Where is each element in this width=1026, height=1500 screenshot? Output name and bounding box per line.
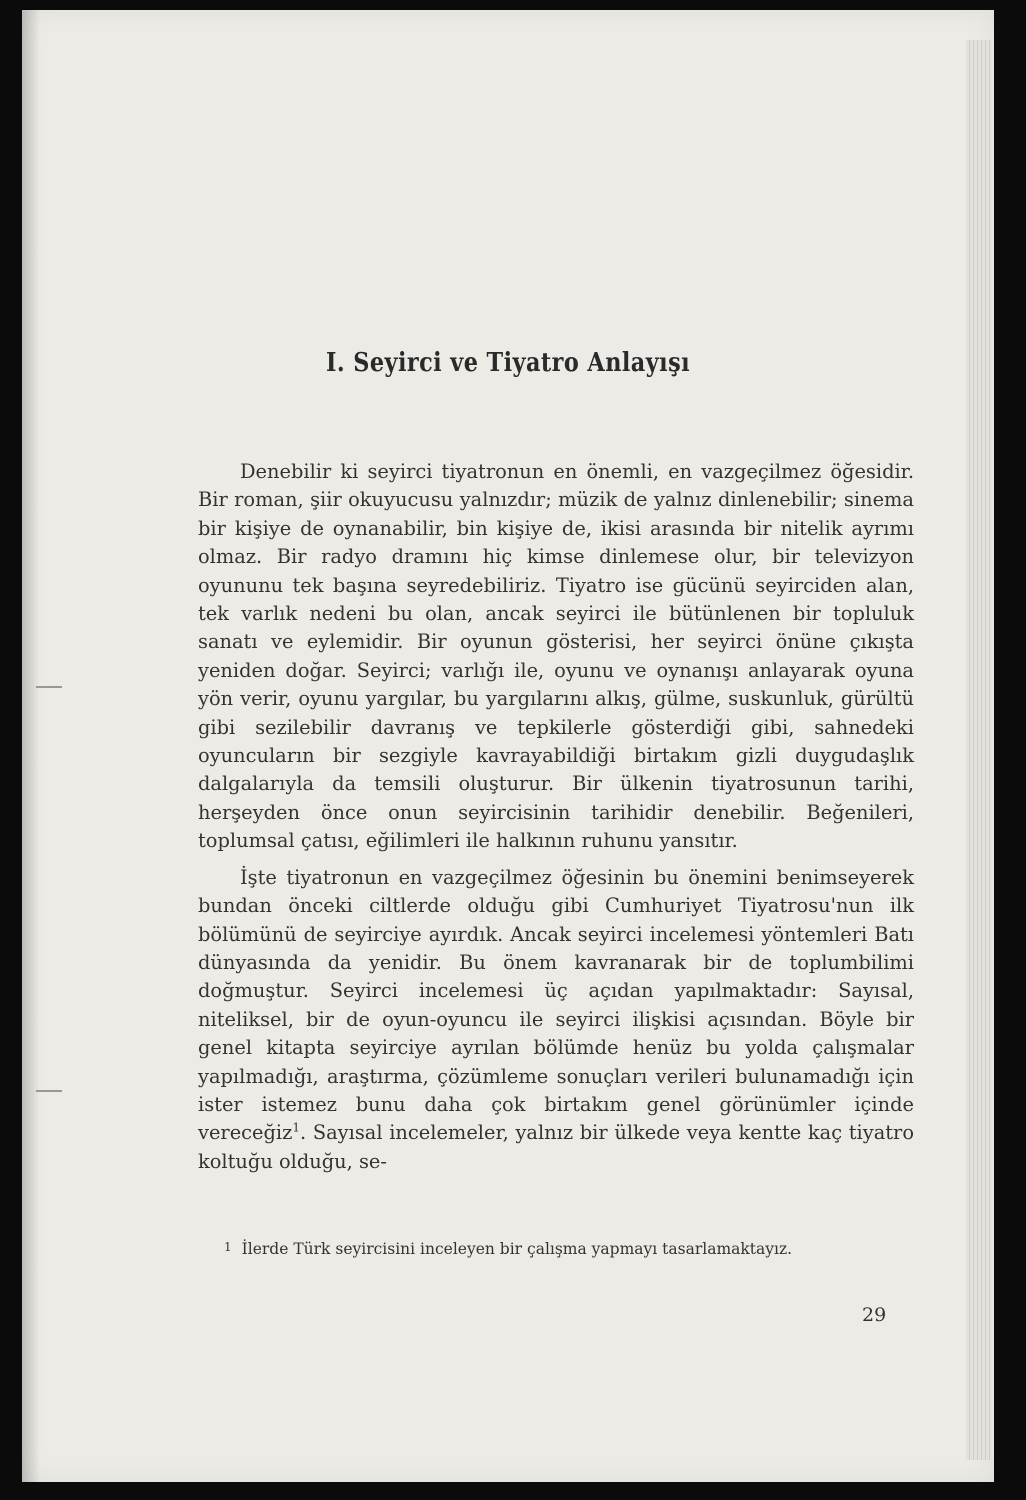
paragraph-1: Denebilir ki seyirci tiyatronun en önemli, en vazgeçilmez öğesidir. Bir roman, şiir okuyucusu yalnızdır; müzik de yalnız dinlenebilir; sinema bir kişiye de oynanabilir, bin kişiye de, ikisi arasında bir nitelik ayrımı olmaz. Bir radyo dramını hiç kimse dinlemese olur, bir televizyon oyununu tek başına seyredebiliriz. Tiyatro ise gücünü seyirciden alan, tek varlık nedeni bu olan, ancak seyirci ile bütünlenen bir topluluk sanatı ve eylemidir. Bir oyunun gösterisi, her seyirci önüne çıkışta yeniden doğar. Seyirci; varlığı ile, oyunu ve oynanışı anlayarak oyuna yön verir, oyunu yargılar, bu yargılarını alkış, gülme, suskunluk, gürültü gibi sezilebilir davranış ve tepkilerle gösterdiği gibi, sahnedeki oyuncuların bir sezgiyle kavrayabildiği birtakım gizli duygudaşlık dalgalarıyla da temsili oluşturur. Bir ülkenin tiyatrosunun tarihi, herşeyden önce onun seyircisinin tarihidir denebilir. Beğenileri, toplumsal çatısı, eğilimleri ile halkının ruhunu yansıtır. bbox=[198, 460, 914, 853]
gutter-shadow bbox=[22, 10, 40, 1482]
page-edges bbox=[966, 40, 992, 1460]
book-page bbox=[22, 10, 994, 1482]
chapter-title: I. Seyirci ve Tiyatro Anlayışı bbox=[325, 348, 691, 378]
footnote-text: İlerde Türk seyircisini inceleyen bir çalışma yapmayı tasarlamaktayız. bbox=[241, 1240, 793, 1258]
paragraph-2-text: İşte tiyatronun en vazgeçilmez öğesinin bu önemini benimseyerek bundan önceki ciltlerde olduğu gibi Cumhuriyet Tiyatrosu'nun ilk bölümünü de seyirciye ayırdık. Ancak seyirci incelemesi yöntemleri Batı dünyasında da yenidir. Bu önem kavranarak bir de toplumbilimi doğmuştur. Seyirci incelemesi üç açıdan yapılmaktadır: Sayısal, niteliksel, bir de oyun-oyuncu ile seyirci ilişkisi açısından. Böyle bir genel kitapta seyirciye ayrılan bölümde henüz bu yolda çalışmalar yapılmadığı, araştırma, çözümleme sonuçları verileri bulunamadığı için ister istemez bunu daha çok birtakım genel görünümler içinde vereceğiz bbox=[198, 865, 914, 1145]
paragraph-2-continuation: . Sayısal incelemeler, yalnız bir ülkede veya kentte kaç tiyatro koltuğu olduğu, se- bbox=[198, 1121, 914, 1173]
margin-mark bbox=[36, 1090, 62, 1092]
footnote-reference: 1 bbox=[292, 1120, 300, 1135]
paragraph-2 bbox=[198, 864, 914, 1176]
page-number: 29 bbox=[862, 1304, 887, 1326]
footnote bbox=[198, 1236, 914, 1260]
body-text bbox=[198, 458, 914, 1176]
margin-mark bbox=[36, 686, 62, 688]
footnote-mark: 1 bbox=[224, 1240, 232, 1254]
